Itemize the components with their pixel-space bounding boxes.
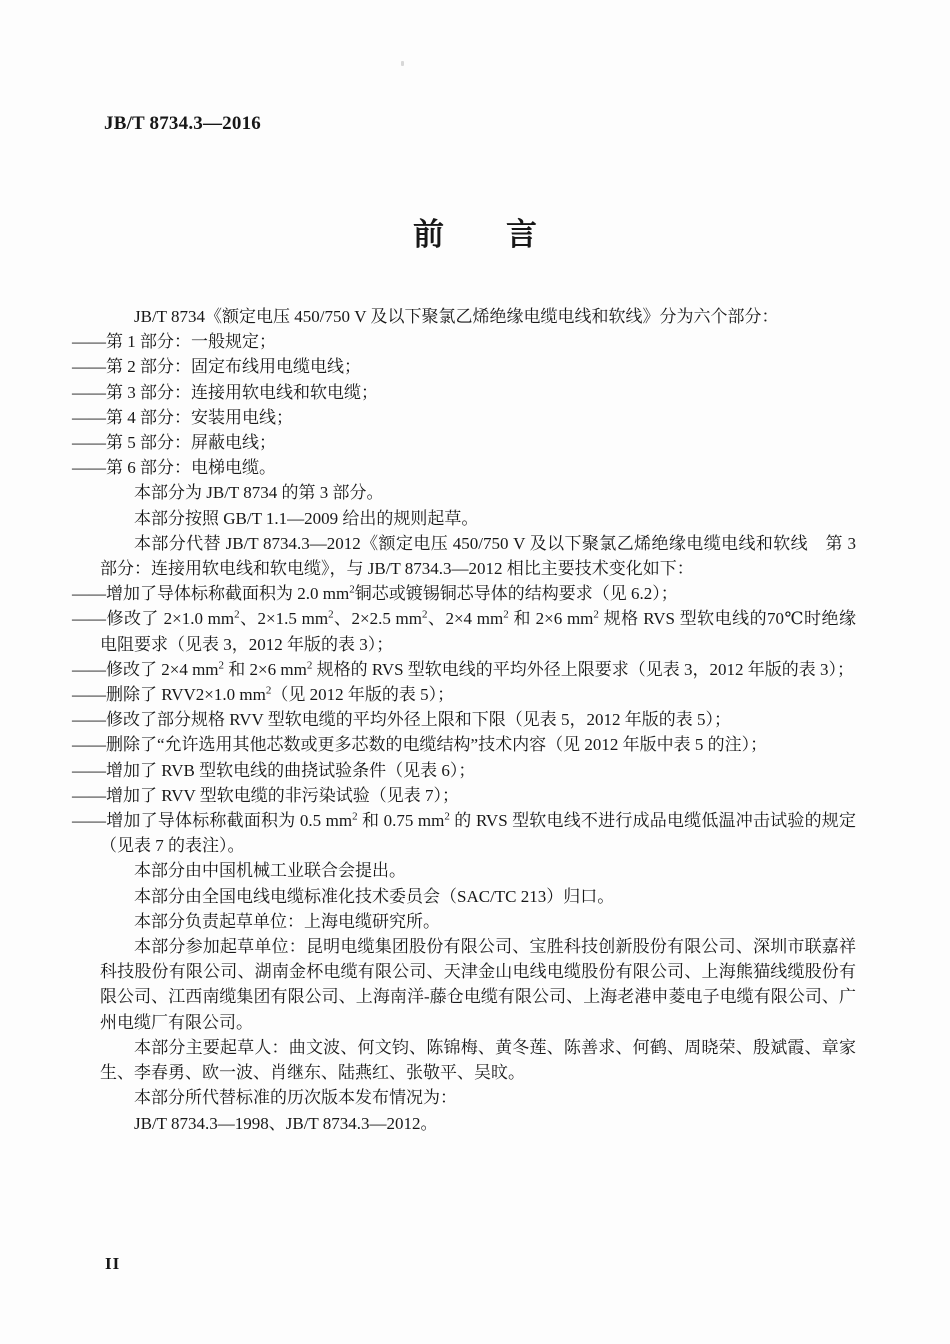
drafters: 本部分主要起草人：曲文波、何文钧、陈锦梅、黄冬莲、陈善求、何鹤、周晓荣、殷斌霞、章家生、李春勇、欧一波、肖继东、陆燕红、张敬平、吴旼。 — [100, 1037, 856, 1083]
change-item-1: ——增加了导体标称截面积为 2.0 $mm^2$铜芯或镀锡铜芯导体的结构要求（见 6.2）； — [72, 583, 678, 604]
change-item-4: ——删除了 RVV2×1.0 $mm^2$（见 2012 年版的表 5）； — [72, 684, 455, 705]
standard-number: JB/T 8734.3—2016 — [104, 113, 261, 134]
part-item-5: ——第 5 部分：屏蔽电线； — [72, 433, 276, 453]
part-item-6: ——第 6 部分：电梯电缆。 — [72, 458, 276, 478]
scan-speck — [401, 61, 404, 66]
foreword-content — [72, 304, 856, 1136]
centralized-by: 本部分由全国电线电缆标准化技术委员会（SAC/TC 213）归口。 — [134, 886, 615, 906]
change-item-2: ——修改了 2×1.0 $mm^2$、2×1.5 $mm^2$、2×2.5 $mm^2$、2×4 $mm^2$ 和 2×6 $mm^2$ 规格 RVS 型软电线的70℃时绝缘电阻要求（见表 3，2012 年版的表 3）； — [72, 608, 856, 654]
change-item-3: ——修改了 2×4 $mm^2$ 和 2×6 $mm^2$ 规格的 RVS 型软电线的平均外径上限要求（见表 3，2012 年版的表 3）； — [72, 659, 855, 679]
history-list: JB/T 8734.3—1998、JB/T 8734.3—2012。 — [134, 1113, 438, 1133]
change-item-5: ——修改了部分规格 RVV 型软电缆的平均外径上限和下限（见表 5，2012 年版的表 5）； — [72, 710, 731, 730]
change-item-7: ——增加了 RVB 型软电线的曲挠试验条件（见表 6）； — [72, 760, 476, 780]
drafting-rule: 本部分按照 GB/T 1.1—2009 给出的规则起草。 — [134, 508, 479, 528]
page-title: 前 言 — [413, 217, 537, 252]
scope-note: 本部分为 JB/T 8734 的第 3 部分。 — [134, 483, 384, 503]
chief-drafting-org: 本部分负责起草单位：上海电缆研究所。 — [134, 911, 440, 931]
history-intro: 本部分所代替标准的历次版本发布情况为： — [134, 1088, 457, 1108]
change-item-9: ——增加了导体标称截面积为 0.5 $mm^2$ 和 0.75 $mm^2$ 的 RVS 型软电线不进行成品电缆低温冲击试验的规定（见表 7 的表注）。 — [72, 810, 856, 856]
foreword-intro: JB/T 8734《额定电压 450/750 V 及以下聚氯乙烯绝缘电缆电线和软线》分为六个部分： — [134, 307, 779, 326]
part-item-1: ——第 1 部分：一般规定； — [72, 332, 276, 352]
part-item-4: ——第 4 部分：安装用电线； — [72, 407, 293, 427]
proposed-by: 本部分由中国机械工业联合会提出。 — [134, 861, 406, 881]
part-item-3: ——第 3 部分：连接用软电线和软电缆； — [72, 382, 378, 402]
part-item-2: ——第 2 部分：固定布线用电缆电线； — [72, 357, 361, 377]
change-item-8: ——增加了 RVV 型软电缆的非污染试验（见表 7）； — [72, 785, 459, 805]
change-item-6: ——删除了“允许选用其他芯数或更多芯数的电缆结构”技术内容（见 2012 年版中表 5 的注）； — [72, 735, 768, 755]
replacement-statement: 本部分代替 JB/T 8734.3—2012《额定电压 450/750 V 及以下聚氯乙烯绝缘电缆电线和软线 第 3 部分：连接用软电线和软电缆》，与 JB/T 8734.3—2012 相比主要技术变化如下： — [100, 533, 856, 579]
page-number: II — [105, 1254, 121, 1273]
participating-orgs: 本部分参加起草单位：昆明电缆集团股份有限公司、宝胜科技创新股份有限公司、深圳市联嘉祥科技股份有限公司、湖南金杯电缆有限公司、天津金山电线电缆股份有限公司、上海熊猫线缆股份有限公司、江西南缆集团有限公司、上海南洋-藤仓电缆有限公司、上海老港申菱电子电缆有限公司、广州电缆厂有限公司。 — [100, 937, 856, 1032]
